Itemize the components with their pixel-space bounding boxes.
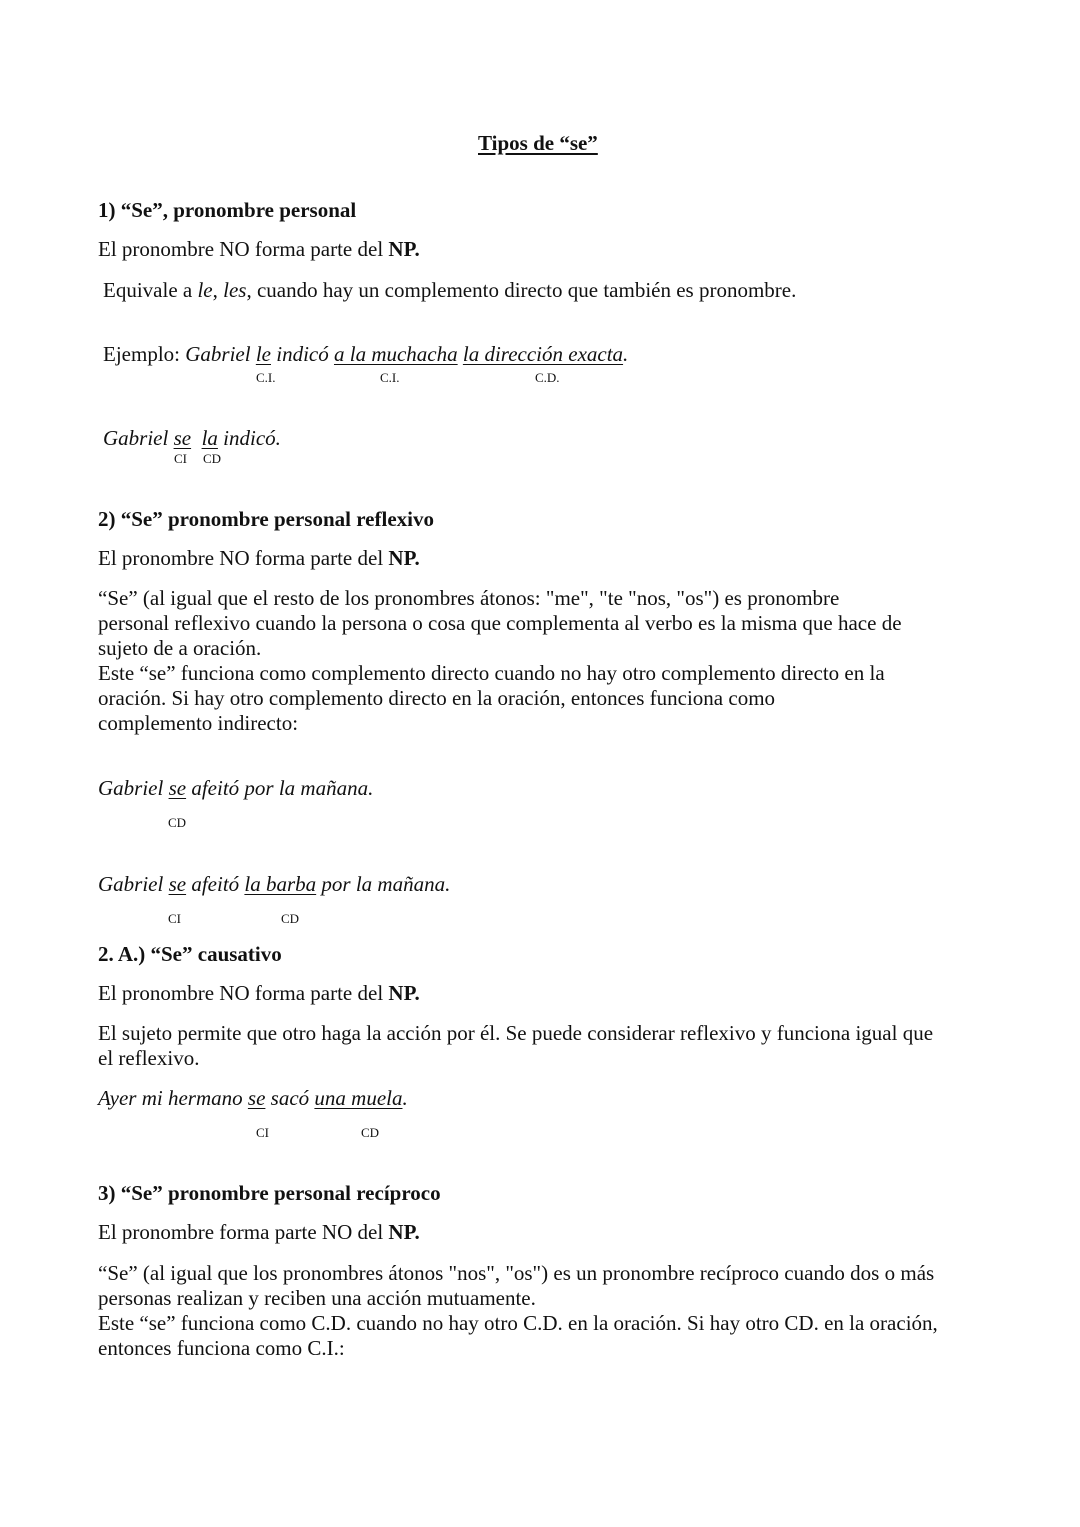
section-1-heading: 1) “Se”, pronombre personal bbox=[98, 198, 357, 222]
label-ci: CI bbox=[174, 451, 187, 466]
section-1-example-2: Gabriel se la indicó. bbox=[103, 426, 281, 450]
label-cd: CD bbox=[203, 451, 222, 466]
section-3-np-note: El pronombre forma parte NO del NP. bbox=[98, 1220, 420, 1244]
section-1-equivalence: Equivale a le, les, cuando hay un complemento directo que también es pronombre. bbox=[103, 278, 797, 302]
paragraph-line: el reflexivo. bbox=[98, 1046, 200, 1070]
page-title: Tipos de “se” bbox=[478, 131, 598, 155]
paragraph-line: entonces funciona como C.I.: bbox=[98, 1336, 345, 1360]
section-2-example-2: Gabriel se afeitó la barba por la mañana. bbox=[98, 872, 451, 896]
section-2a-example: Ayer mi hermano se sacó una muela. bbox=[98, 1086, 408, 1110]
section-3-heading: 3) “Se” pronombre personal recíproco bbox=[98, 1181, 441, 1205]
paragraph-line: oración. Si hay otro complemento directo en la oración, entonces funciona como bbox=[98, 686, 776, 710]
section-1-example: Ejemplo: Gabriel le indicó a la muchacha la dirección exacta. bbox=[103, 342, 629, 366]
paragraph-line: El sujeto permite que otro haga la acción por él. Se puede considerar reflexivo y funciona igual que bbox=[98, 1021, 934, 1045]
label-ci: CI bbox=[256, 1125, 269, 1140]
label-cd: CD bbox=[361, 1125, 380, 1140]
label-ci: C.I. bbox=[256, 370, 276, 385]
section-1-np-note: El pronombre NO forma parte del NP. bbox=[98, 237, 420, 261]
label-ci: C.I. bbox=[380, 370, 400, 385]
section-2a-np-note: El pronombre NO forma parte del NP. bbox=[98, 981, 420, 1005]
paragraph-line: “Se” (al igual que el resto de los pronombres átonos: "me", "te "nos, "os") es pronombre bbox=[98, 586, 840, 610]
paragraph-line: sujeto de a oración. bbox=[98, 636, 262, 660]
paragraph-line: Este “se” funciona como C.D. cuando no hay otro C.D. en la oración. Si hay otro CD. en la oración, bbox=[98, 1311, 938, 1335]
paragraph-line: Este “se” funciona como complemento directo cuando no hay otro complemento directo en la bbox=[98, 661, 885, 685]
label-cd: CD bbox=[168, 815, 187, 830]
paragraph-line: “Se” (al igual que los pronombres átonos "nos", "os") es un pronombre recíproco cuando dos o más bbox=[98, 1261, 935, 1285]
paragraph-line: personal reflexivo cuando la persona o cosa que complementa al verbo es la misma que hace de bbox=[98, 611, 902, 635]
paragraph-line: complemento indirecto: bbox=[98, 711, 299, 735]
paragraph-line: personas realizan y reciben una acción mutuamente. bbox=[98, 1286, 536, 1310]
section-2-np-note: El pronombre NO forma parte del NP. bbox=[98, 546, 420, 570]
label-cd: CD bbox=[281, 911, 300, 926]
label-cd: C.D. bbox=[535, 370, 560, 385]
section-2-heading: 2) “Se” pronombre personal reflexivo bbox=[98, 507, 434, 531]
section-2-example-1: Gabriel se afeitó por la mañana. bbox=[98, 776, 374, 800]
label-ci: CI bbox=[168, 911, 181, 926]
section-2a-heading: 2. A.) “Se” causativo bbox=[98, 942, 282, 966]
